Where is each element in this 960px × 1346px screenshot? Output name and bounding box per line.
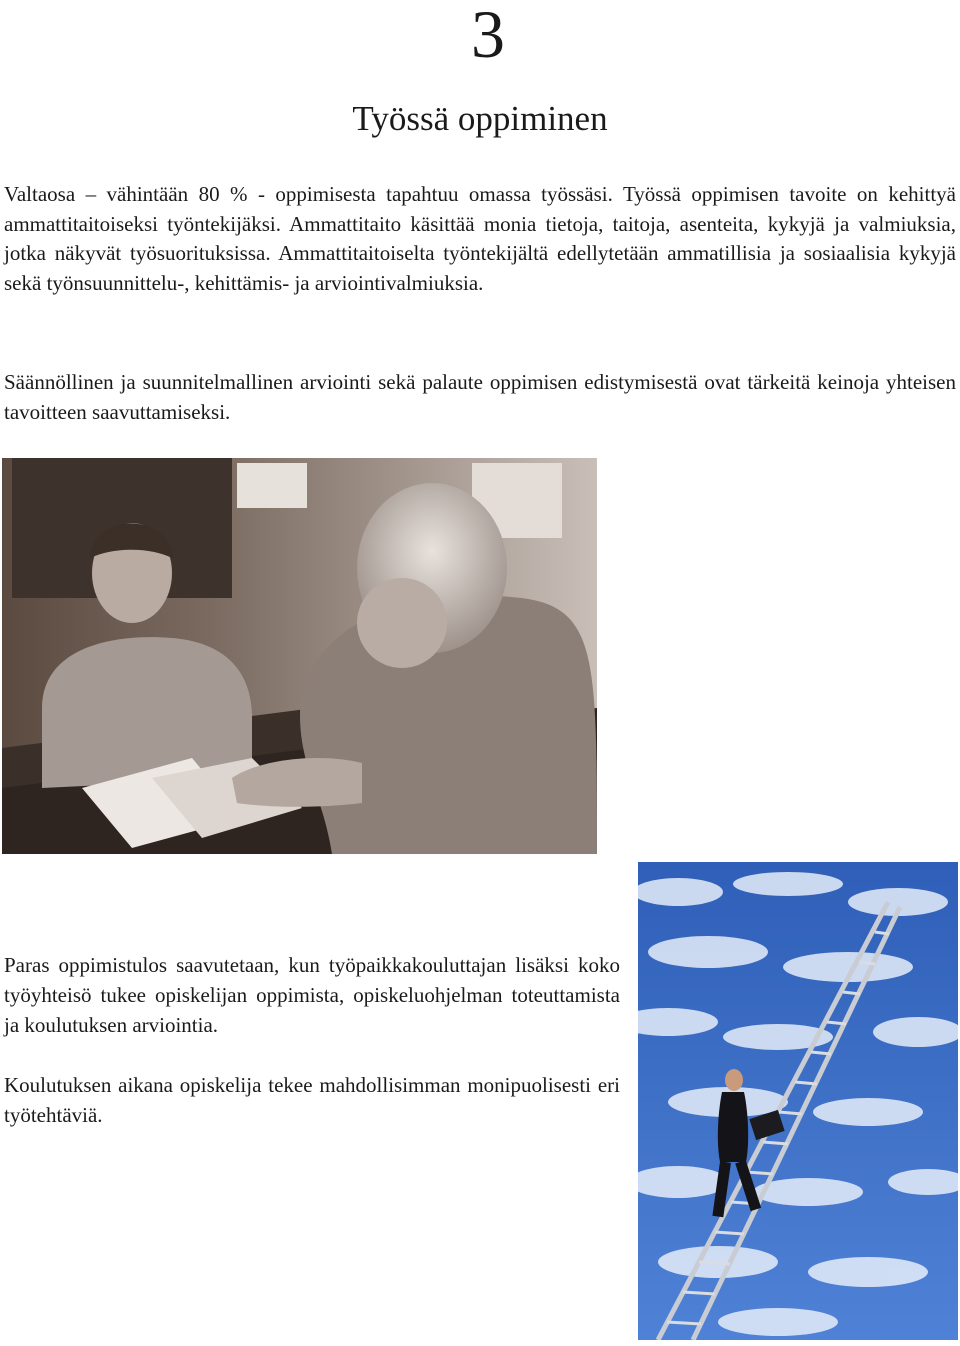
page-title: Työssä oppiminen [352, 99, 608, 138]
support-paragraph: Paras oppimistulos saavutetaan, kun työpaikkakouluttajan lisäksi koko työyhteisö tukee opiskelijan oppimista, opiskeluohjelman toteuttamista ja koulutuksen arviointia. [4, 953, 620, 1037]
ladder-photo [638, 862, 958, 1340]
variety-paragraph: Koulutuksen aikana opiskelija tekee mahdollisimman monipuolisesti eri työtehtäviä. [4, 1073, 620, 1127]
assessment-paragraph: Säännöllinen ja suunnitelmallinen arviointi sekä palaute oppimisen edistymisestä ovat tärkeitä keinoja yhteisen tavoitteen saavuttamiseksi. [4, 370, 956, 424]
intro-paragraph: Valtaosa – vähintään 80 % - oppimisesta tapahtuu omassa työssäsi. Työssä oppimisen tavoite on kehittyä ammattitaitoiseksi työntekijäksi. Ammattitaito käsittää monia tietoja, taitoja, asenteita, kykyjä ja valmiuksia, jotka näkyvät työsuorituksissa. Ammattitaitoiselta työntekijältä edellytetään ammatillisia ja sosiaalisia kykyjä sekä työnsuunnittelu-, kehittämis- ja arviointivalmiuksia. [4, 182, 956, 295]
chapter-number: 3 [471, 0, 505, 72]
mentor-photo [2, 458, 597, 854]
